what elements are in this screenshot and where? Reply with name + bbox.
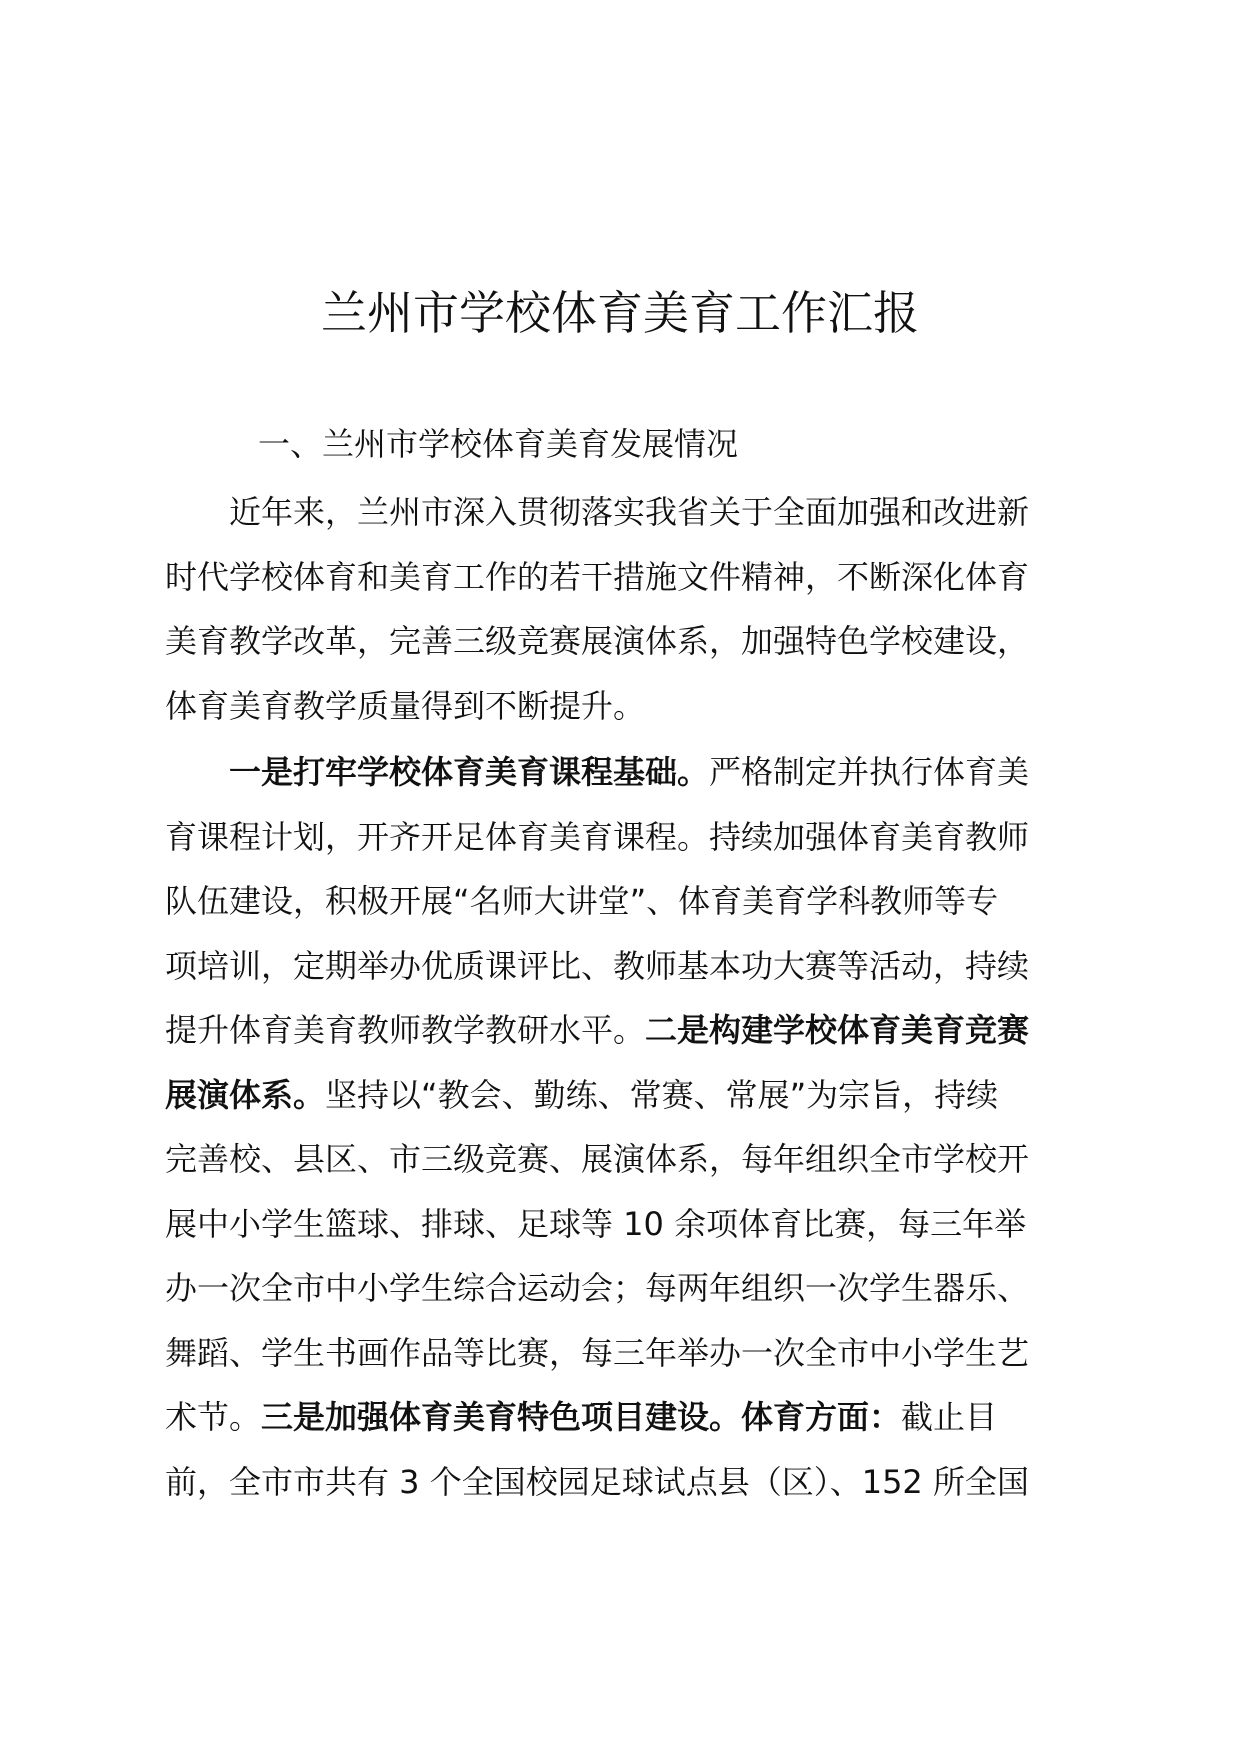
paragraph-line: 项培训，定期举办优质课评比、教师基本功大赛等活动，持续	[165, 946, 1030, 985]
paragraph-line: 舞蹈、学生书画作品等比赛，每三年举办一次全市中小学生艺	[165, 1333, 1030, 1372]
paragraph-line: 展中小学生篮球、排球、足球等 10 余项体育比赛，每三年举	[165, 1204, 1027, 1243]
bold-lead-text: 展演体系。	[165, 1075, 326, 1114]
paragraph-text: 截止目	[901, 1398, 998, 1436]
paragraph-line: 完善校、县区、市三级竞赛、展演体系，每年组织全市学校开	[165, 1140, 1030, 1178]
paragraph-line: 办一次全市中小学生综合运动会；每两年组织一次学生器乐、	[165, 1269, 1030, 1307]
paragraph-text: 坚持以“教会、勤练、常赛、常展”为宗旨，持续	[325, 1075, 999, 1114]
paragraph-text: 术节。	[165, 1398, 262, 1436]
section-heading: 一、兰州市学校体育美育发展情况	[258, 425, 739, 463]
paragraph-line: 美育教学改革，完善三级竞赛展演体系，加强特色学校建设，	[165, 622, 1030, 660]
document-title: 兰州市学校体育美育工作汇报	[321, 286, 919, 340]
paragraph-intro	[165, 480, 1085, 738]
paragraph-line: 育课程计划，开齐开足体育美育课程。持续加强体育美育教师	[165, 817, 1030, 856]
bold-lead-text: 三是加强体育美育特色项目建设。	[261, 1398, 742, 1436]
bold-lead-text: 二是构建学校体育美育竞赛	[645, 1011, 1030, 1049]
paragraph-line: 时代学校体育和美育工作的若干措施文件精神，不断深化体育	[165, 557, 1030, 596]
paragraph-line	[165, 1385, 1085, 1450]
paragraph-line: 队伍建设，积极开展“名师大讲堂”、体育美育学科教师等专	[165, 882, 999, 920]
paragraph-line: 前，全市市共有 3 个全国校园足球试点县（区）、152 所全国	[165, 1462, 1029, 1501]
bold-lead-text: 一是打牢学校体育美育课程基础。	[229, 753, 710, 791]
paragraph-line: 体育美育教学质量得到不断提升。	[165, 686, 646, 725]
paragraph-line	[165, 1063, 1085, 1128]
paragraph-line	[165, 998, 1085, 1063]
paragraph-line	[165, 740, 1085, 805]
paragraph-text: 严格制定并执行体育美	[709, 753, 1030, 791]
paragraph-line: 近年来，兰州市深入贯彻落实我省关于全面加强和改进新	[229, 493, 1030, 531]
bold-lead-text: 体育方面：	[741, 1398, 902, 1436]
paragraph-measures	[165, 740, 1085, 1514]
paragraph-text: 提升体育美育教师教学教研水平。	[165, 1011, 646, 1049]
